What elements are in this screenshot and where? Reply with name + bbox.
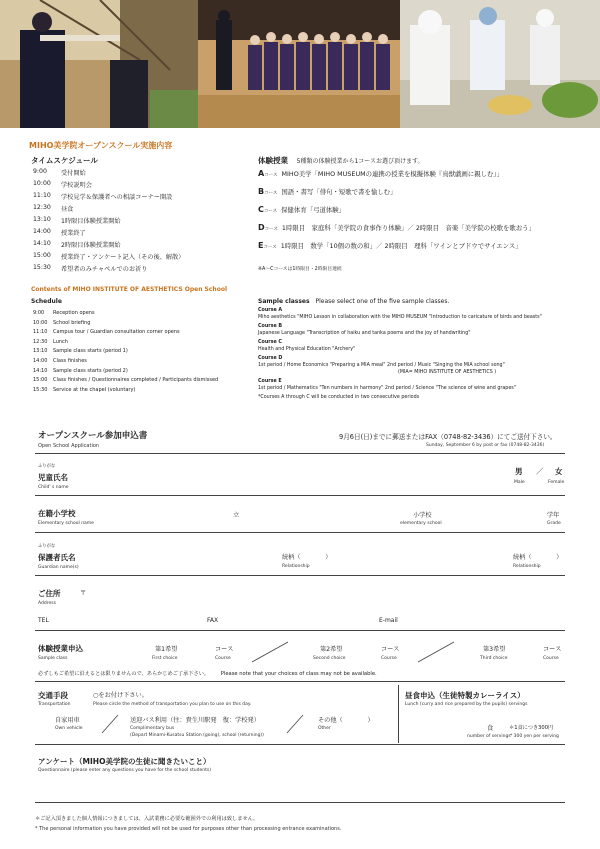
transport-instruction: ○をお付け下さい。 xyxy=(93,692,148,699)
schedule-desc: 授業終了・アンケート記入（その後、解散） xyxy=(61,254,185,261)
choice2-label: 第2希望 xyxy=(320,646,343,653)
child-name-en: Child' s name xyxy=(38,485,69,490)
course-suffix: コース xyxy=(263,209,278,214)
english-schedule-desc: Reception opens xyxy=(53,310,95,316)
english-schedule-time: 14:00 xyxy=(33,358,48,364)
lunch-label: 昼食申込（生徒特製カレーライス） xyxy=(405,691,525,700)
price-en: * 300 yen per serving xyxy=(510,734,559,739)
schedule-desc: 授業終了 xyxy=(61,230,86,237)
course-row xyxy=(258,187,396,196)
english-sample-title xyxy=(258,298,449,305)
email-label: E-mail xyxy=(379,617,398,624)
deadline-jp: 9月6日(日)までに郵送またはFAX（0748-82-3436）にてご送付下さい。 xyxy=(339,433,557,441)
course-row xyxy=(258,169,503,178)
english-course-note: *Courses A through C will be conducted in two consecutive periods xyxy=(258,395,420,400)
own-vehicle-en: Own vehicle xyxy=(55,726,83,731)
survey-divider xyxy=(35,802,565,803)
furigana-label-2: ふりがな xyxy=(38,544,56,549)
course-code: A xyxy=(258,169,265,178)
schedule-row xyxy=(33,252,243,263)
english-course-list xyxy=(258,308,593,408)
sample-classes-title xyxy=(258,155,423,166)
page-title: MIHO美学院オープンスクール実施内容 xyxy=(29,141,173,150)
schedule-time: 13:10 xyxy=(33,216,51,223)
schedule-row xyxy=(33,180,243,191)
choice3-en: Third choice xyxy=(480,656,508,661)
english-course-name: Course E xyxy=(258,379,282,384)
schedule-time: 9:00 xyxy=(33,168,47,175)
course-code: D xyxy=(258,223,265,232)
gender-slash: ／ xyxy=(536,467,544,476)
servings-en: number of servings xyxy=(467,734,511,739)
schedule-time: 15:00 xyxy=(33,252,51,259)
schedule-time: 12:30 xyxy=(33,204,51,211)
grade-en: Grade xyxy=(547,521,561,526)
deadline-en: Sunday, September 6 by post or fax (0748-82-3436) xyxy=(426,443,545,448)
english-course-desc: Japanese Language "Transcription of haiku and tanka poems and the joy of handwriting" xyxy=(258,331,471,336)
schedule-row xyxy=(33,216,243,227)
english-schedule-row xyxy=(33,310,248,319)
english-course-desc: Health and Physical Education "Archery" xyxy=(258,347,356,352)
english-schedule-desc: Service at the chapel (voluntary) xyxy=(53,386,136,393)
sample-classes-intro: 5種類の体験授業から1コースお選び頂けます。 xyxy=(296,158,424,165)
transport-label: 交通手段 xyxy=(38,691,68,700)
address-en: Address xyxy=(38,601,56,606)
male-option[interactable]: 男 xyxy=(515,467,523,476)
english-schedule-row xyxy=(33,329,248,338)
class-app-en: Sample class xyxy=(38,656,68,661)
sample-classes-label: 体験授業 xyxy=(258,156,288,165)
own-vehicle-option[interactable]: 自家用車 xyxy=(55,717,80,724)
english-schedule-row xyxy=(33,339,248,348)
english-schedule-row xyxy=(33,348,248,357)
course-desc: MIHO美学「MIHO MUSEUMの連携の授業を模擬体験『鳥獣戯画に親しむ』」 xyxy=(281,170,504,178)
english-schedule-time: 15:30 xyxy=(33,386,48,393)
english-schedule-desc: School briefing xyxy=(53,319,91,326)
elementary-label: 小学校 xyxy=(413,512,432,519)
english-schedule-title: Schedule xyxy=(31,298,62,305)
class-app-divider xyxy=(35,681,565,682)
english-schedule-time: 11:10 xyxy=(33,329,48,336)
public-label: 立 xyxy=(233,512,240,519)
relationship-en-1: Relationship xyxy=(282,564,310,569)
survey-field[interactable] xyxy=(35,776,565,800)
choice-note-jp: 必ずしもご希望に沿えるとは限りませんので、あらかじめご了承下さい。 xyxy=(38,671,210,677)
english-course-desc: Miho aesthetics "MIHO Lesson in collaboration with the MIHO MUSEUM "Introduction to caricature of birds and beasts" xyxy=(258,315,542,320)
schedule-time: 14:10 xyxy=(33,240,51,247)
course-note: ※A～Cコースは1時限目・2時限目連続 xyxy=(258,267,342,272)
vertical-divider xyxy=(398,685,399,743)
schedule-row xyxy=(33,240,243,251)
choice1-course[interactable]: コース xyxy=(215,646,234,653)
privacy-note-en: * The personal information you have provided will not be used for purposes other than processing entrance examinations. xyxy=(35,826,342,832)
form-title-en: Open School Application xyxy=(38,443,100,449)
relationship-en-2: Relationship xyxy=(513,564,541,569)
english-course-name: Course D xyxy=(258,356,283,361)
course-suffix: コース xyxy=(264,173,278,178)
english-schedule-time: 13:10 xyxy=(33,348,48,355)
schedule-row xyxy=(33,204,243,215)
slash-divider-3 xyxy=(100,713,120,735)
male-en: Male xyxy=(514,480,525,485)
course-code: B xyxy=(258,187,265,196)
schedule-desc: 1時限目体験授業開始 xyxy=(61,218,121,225)
servings-label[interactable]: 食 xyxy=(487,725,494,732)
english-course-desc-2: (MIA= MIHO INSTITUTE OF AESTHETICS ) xyxy=(398,370,497,375)
choice2-en: Second choice xyxy=(313,656,346,661)
english-schedule-desc: Campus tour / Guardian consultation corner opens xyxy=(53,329,180,336)
tel-label: TEL xyxy=(38,617,49,624)
price-jp: ＊1食につき300円 xyxy=(509,725,554,731)
schedule-row xyxy=(33,192,243,203)
english-sample-intro: Please select one of the five sample classes. xyxy=(315,298,450,305)
other-en: Other xyxy=(318,726,331,731)
course-code: E xyxy=(258,241,264,250)
choice2-course[interactable]: コース xyxy=(381,646,400,653)
schedule-desc: 昼食 xyxy=(61,206,74,213)
choice3-label: 第3希望 xyxy=(483,646,506,653)
english-schedule-desc: Class finishes / Questionnaires completed / Participants dismissed xyxy=(53,377,219,384)
english-schedule-row xyxy=(33,387,248,396)
english-schedule-time: 9:00 xyxy=(33,310,45,316)
guardian-field[interactable] xyxy=(35,575,565,576)
female-en: Female xyxy=(548,480,565,485)
english-schedule-time: 15:00 xyxy=(33,377,48,384)
postal-mark: 〒 xyxy=(80,590,87,597)
course-desc: 保健体育「弓道体験」 xyxy=(281,206,346,214)
course-code: C xyxy=(258,205,264,214)
survey-en: Questionnaire (please enter any questions you have for the school students) xyxy=(38,768,211,773)
photo-strip xyxy=(0,0,600,128)
english-course-name: Course A xyxy=(258,308,283,313)
slash-divider-4 xyxy=(285,713,305,735)
english-course-desc: 1st period / Home Economics "Preparing a MIA meal" 2nd period / Music "Singing the MIA school song" xyxy=(258,363,505,368)
english-schedule-row xyxy=(33,368,248,377)
schedule-row xyxy=(33,228,243,239)
schedule-list xyxy=(33,168,243,278)
female-option[interactable]: 女 xyxy=(555,467,563,476)
divider xyxy=(35,453,565,454)
english-course-name: Course B xyxy=(258,324,283,329)
english-schedule-list xyxy=(33,310,248,400)
course-list xyxy=(258,169,588,279)
schedule-desc: 受付開始 xyxy=(61,170,86,177)
schedule-row xyxy=(33,168,243,179)
elementary-en: elementary school xyxy=(400,521,442,526)
bus-option[interactable]: 送迎バス利用（往：貴生川駅発 復：学校発） xyxy=(130,717,260,724)
course-suffix: コース xyxy=(264,191,278,196)
grade-label: 学年 xyxy=(547,512,560,519)
english-schedule-time: 12:30 xyxy=(33,338,48,345)
fax-label: FAX xyxy=(207,617,219,624)
english-schedule-desc: Sample class starts (period 2) xyxy=(53,367,128,374)
class-app-label: 体験授業申込 xyxy=(38,644,83,653)
schedule-time: 11:10 xyxy=(33,192,51,199)
schedule-row xyxy=(33,264,243,275)
schedule-title: タイムスケジュール xyxy=(31,156,98,165)
guardian-label: 保護者氏名 xyxy=(38,553,76,562)
slash-divider xyxy=(250,640,290,664)
schedule-time: 10:00 xyxy=(33,180,51,187)
choice-note xyxy=(38,670,377,677)
course-suffix: コース xyxy=(263,245,277,250)
school-en: Elementary school name xyxy=(38,521,94,526)
child-name-field[interactable] xyxy=(35,495,565,496)
english-title: Contents of MIHO INSTITUTE OF AESTHETICS Open School xyxy=(31,286,228,293)
course-row xyxy=(258,223,535,232)
choice1-label: 第1希望 xyxy=(155,646,178,653)
cooking-photo xyxy=(400,0,600,128)
furigana-label: ふりがな xyxy=(38,464,56,469)
english-schedule-row xyxy=(33,377,248,386)
transport-divider xyxy=(35,744,565,745)
other-option[interactable]: その他（ ） xyxy=(318,717,374,724)
school-label: 在籍小学校 xyxy=(38,509,76,518)
schedule-desc: 2時限目体験授業開始 xyxy=(61,242,121,249)
school-field[interactable] xyxy=(35,532,565,533)
choice3-course-en: Course xyxy=(543,656,559,661)
schedule-desc: 学校見学＆保護者への相談コーナー開設 xyxy=(61,194,173,201)
address-label: ご住所 xyxy=(38,589,61,598)
bus-en-detail: (Depart Minami-Kusatsu Station (going), school (returning)) xyxy=(130,733,264,738)
english-course-desc: 1st period / Mathematics "Ten numbers in harmony" 2nd period / Science "The science of wine and grapes" xyxy=(258,386,516,391)
choice3-course[interactable]: コース xyxy=(543,646,562,653)
archery-photo xyxy=(0,0,198,128)
choice1-en: First choice xyxy=(152,656,178,661)
english-schedule-row xyxy=(33,358,248,367)
english-schedule-desc: Class finishes xyxy=(53,358,87,364)
course-row xyxy=(258,241,522,250)
transport-instruction-en: Please circle the method of transportation you plan to use on this day. xyxy=(93,702,252,707)
choice2-course-en: Course xyxy=(381,656,397,661)
english-schedule-time: 14:10 xyxy=(33,367,48,374)
choir-photo xyxy=(198,0,400,128)
slash-divider-2 xyxy=(416,640,456,664)
bus-en: Complimentary bus xyxy=(130,726,175,731)
english-schedule-desc: Sample class starts (period 1) xyxy=(53,348,128,355)
english-schedule-row xyxy=(33,320,248,329)
english-schedule-time: 10:00 xyxy=(33,319,48,326)
schedule-desc: 希望者のみチャペルでのお祈り xyxy=(61,266,148,273)
schedule-desc: 学校説明会 xyxy=(61,182,92,189)
schedule-time: 14:00 xyxy=(33,228,51,235)
guardian-en: Guardian name(s) xyxy=(38,565,79,570)
lunch-en: Lunch (curry and rice prepared by the pupils) servings xyxy=(405,702,528,707)
course-row xyxy=(258,205,345,214)
survey-label: アンケート（MIHO美学院の生徒に聞きたいこと） xyxy=(38,757,211,766)
address-field[interactable] xyxy=(35,630,565,631)
child-name-label: 児童氏名 xyxy=(38,473,68,482)
schedule-time: 15:30 xyxy=(33,264,51,271)
course-desc: 1時限目 数学「10個の数の和」／ 2時限目 理科「ワインとブドウでサイエンス」 xyxy=(280,242,522,250)
form-title: オープンスクール参加申込書 xyxy=(38,431,148,441)
transport-en: Transportation xyxy=(38,702,71,707)
english-course-name: Course C xyxy=(258,340,282,345)
english-sample-label: Sample classes xyxy=(258,298,310,305)
english-schedule-desc: Lunch xyxy=(53,338,68,345)
choice-note-en: Please note that your choices of class may not be available. xyxy=(220,671,377,677)
course-desc: 1時限目 家庭科「美学院の食事作り体験」／ 2時限目 音楽「美学院の校歌を歌おう」 xyxy=(281,224,535,232)
relationship-label-2: 続柄（ ） xyxy=(513,554,563,561)
course-suffix: コース xyxy=(264,227,278,232)
choice1-course-en: Course xyxy=(215,656,231,661)
course-desc: 国語・書写「俳句・短歌で書を愉しむ」 xyxy=(281,188,397,196)
privacy-note-jp: ＊ご記入頂きました個人情報につきましては、入試業務に必要な範囲外での利用は致しません。 xyxy=(35,816,259,822)
relationship-label-1: 続柄（ ） xyxy=(282,554,332,561)
